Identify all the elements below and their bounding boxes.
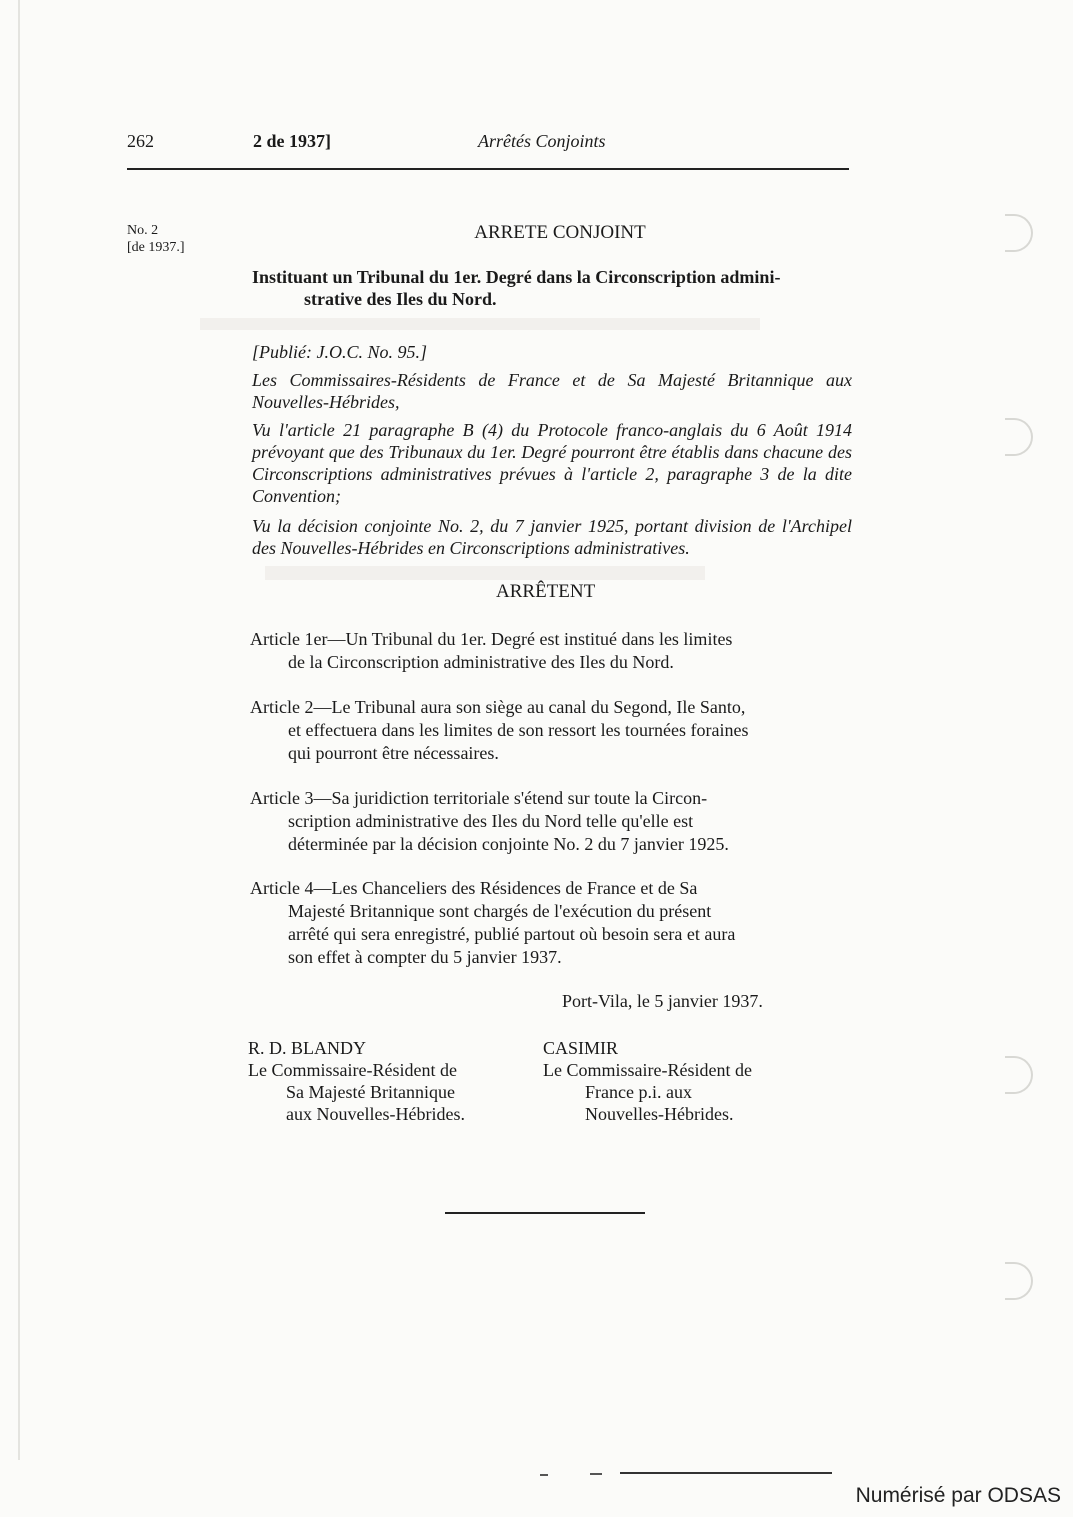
punch-hole	[1005, 1056, 1033, 1094]
article-text: Le Tribunal aura son siège au canal du Segond, Ile Santo,	[331, 697, 746, 717]
article-text: Un Tribunal du 1er. Degré est institué dans les limites	[345, 629, 733, 649]
place-and-date: Port-Vila, le 5 janvier 1937.	[562, 991, 763, 1011]
punch-hole	[1005, 214, 1033, 252]
subtitle-line-2: strative des Iles du Nord.	[304, 289, 497, 309]
operative-heading: ARRÊTENT	[496, 581, 596, 602]
page-number: 262	[127, 131, 154, 151]
signatory-title: Sa Majesté Britannique	[286, 1082, 455, 1102]
scan-mark	[620, 1472, 832, 1474]
margin-note	[127, 222, 185, 256]
article-text: et effectuera dans les limites de son ressort les tournées foraines	[288, 720, 749, 740]
signatory-british	[248, 1037, 465, 1125]
article-text: déterminée par la décision conjointe No. 2 du 7 janvier 1925.	[288, 834, 729, 854]
running-title: Arrêtés Conjoints	[478, 131, 606, 151]
bleed-through	[265, 566, 705, 580]
publication-note: [Publié: J.O.C. No. 95.]	[252, 342, 427, 362]
margin-note-year: [de 1937.]	[127, 240, 185, 255]
signatory-title: Nouvelles-Hébrides.	[585, 1104, 734, 1124]
preamble-recital-decision: Vu la décision conjointe No. 2, du 7 janvier 1925, portant division de l'Archipel des Nouvelles-Hébrides en Circonscriptions administratives.	[252, 516, 852, 558]
end-rule	[445, 1212, 645, 1214]
article-label: Article 1er—	[250, 629, 346, 649]
article-label: Article 2—	[250, 697, 332, 717]
signatory-name: CASIMIR	[543, 1038, 619, 1058]
article-text: Les Chanceliers des Résidences de France et de Sa	[331, 878, 698, 898]
article-text: de la Circonscription administrative des Iles du Nord.	[288, 652, 674, 672]
punch-hole	[1005, 1262, 1033, 1300]
digitization-credit: Numérisé par ODSAS	[855, 1484, 1061, 1507]
article-label: Article 4—	[250, 878, 332, 898]
signatory-name: R. D. BLANDY	[248, 1038, 367, 1058]
margin-note-number: No. 2	[127, 223, 159, 238]
signatory-french	[543, 1037, 752, 1125]
article-text: Majesté Britannique sont chargés de l'exécution du présent	[288, 901, 712, 921]
article-text: scription administrative des Iles du Nord telle qu'elle est	[288, 811, 694, 831]
signatory-title: Le Commissaire-Résident de	[543, 1060, 752, 1080]
article-1	[250, 628, 852, 674]
preamble-recital-protocol: Vu l'article 21 paragraphe B (4) du Protocole franco-anglais du 6 Août 1914 prévoyant que des Tribunaux du 1er. Degré pourront être établis dans chacune des Circonscriptions administratives prévues à l'article 2, paragraphe 3 de la dite Convention;	[252, 420, 852, 506]
article-2	[250, 696, 852, 765]
article-text: son effet à compter du 5 janvier 1937.	[288, 947, 562, 967]
page-edge	[18, 0, 20, 1460]
article-text: arrêté qui sera enregistré, publié partout où besoin sera et aura	[288, 924, 736, 944]
subtitle-line-1: Instituant un Tribunal du 1er. Degré dans la Circonscription admini-	[252, 267, 781, 287]
document-title: ARRETE CONJOINT	[474, 222, 646, 243]
article-3	[250, 787, 852, 856]
punch-hole	[1005, 418, 1033, 456]
article-text: qui pourront être nécessaires.	[288, 743, 499, 763]
article-text: Sa juridiction territoriale s'étend sur toute la Circon-	[331, 788, 708, 808]
article-label: Article 3—	[250, 788, 332, 808]
bleed-through	[200, 318, 760, 330]
signatory-title: France p.i. aux	[585, 1082, 692, 1102]
header-reference: 2 de 1937]	[253, 131, 331, 151]
signatory-title: aux Nouvelles-Hébrides.	[286, 1104, 465, 1124]
scan-mark	[590, 1473, 602, 1475]
signatory-title: Le Commissaire-Résident de	[248, 1060, 457, 1080]
scan-mark	[540, 1474, 548, 1476]
document-subtitle	[252, 266, 852, 310]
preamble-parties: Les Commissaires-Résidents de France et de Sa Majesté Britannique aux Nouvelles-Hébrides,	[252, 370, 852, 412]
article-4	[250, 877, 852, 969]
header-rule	[127, 168, 849, 170]
